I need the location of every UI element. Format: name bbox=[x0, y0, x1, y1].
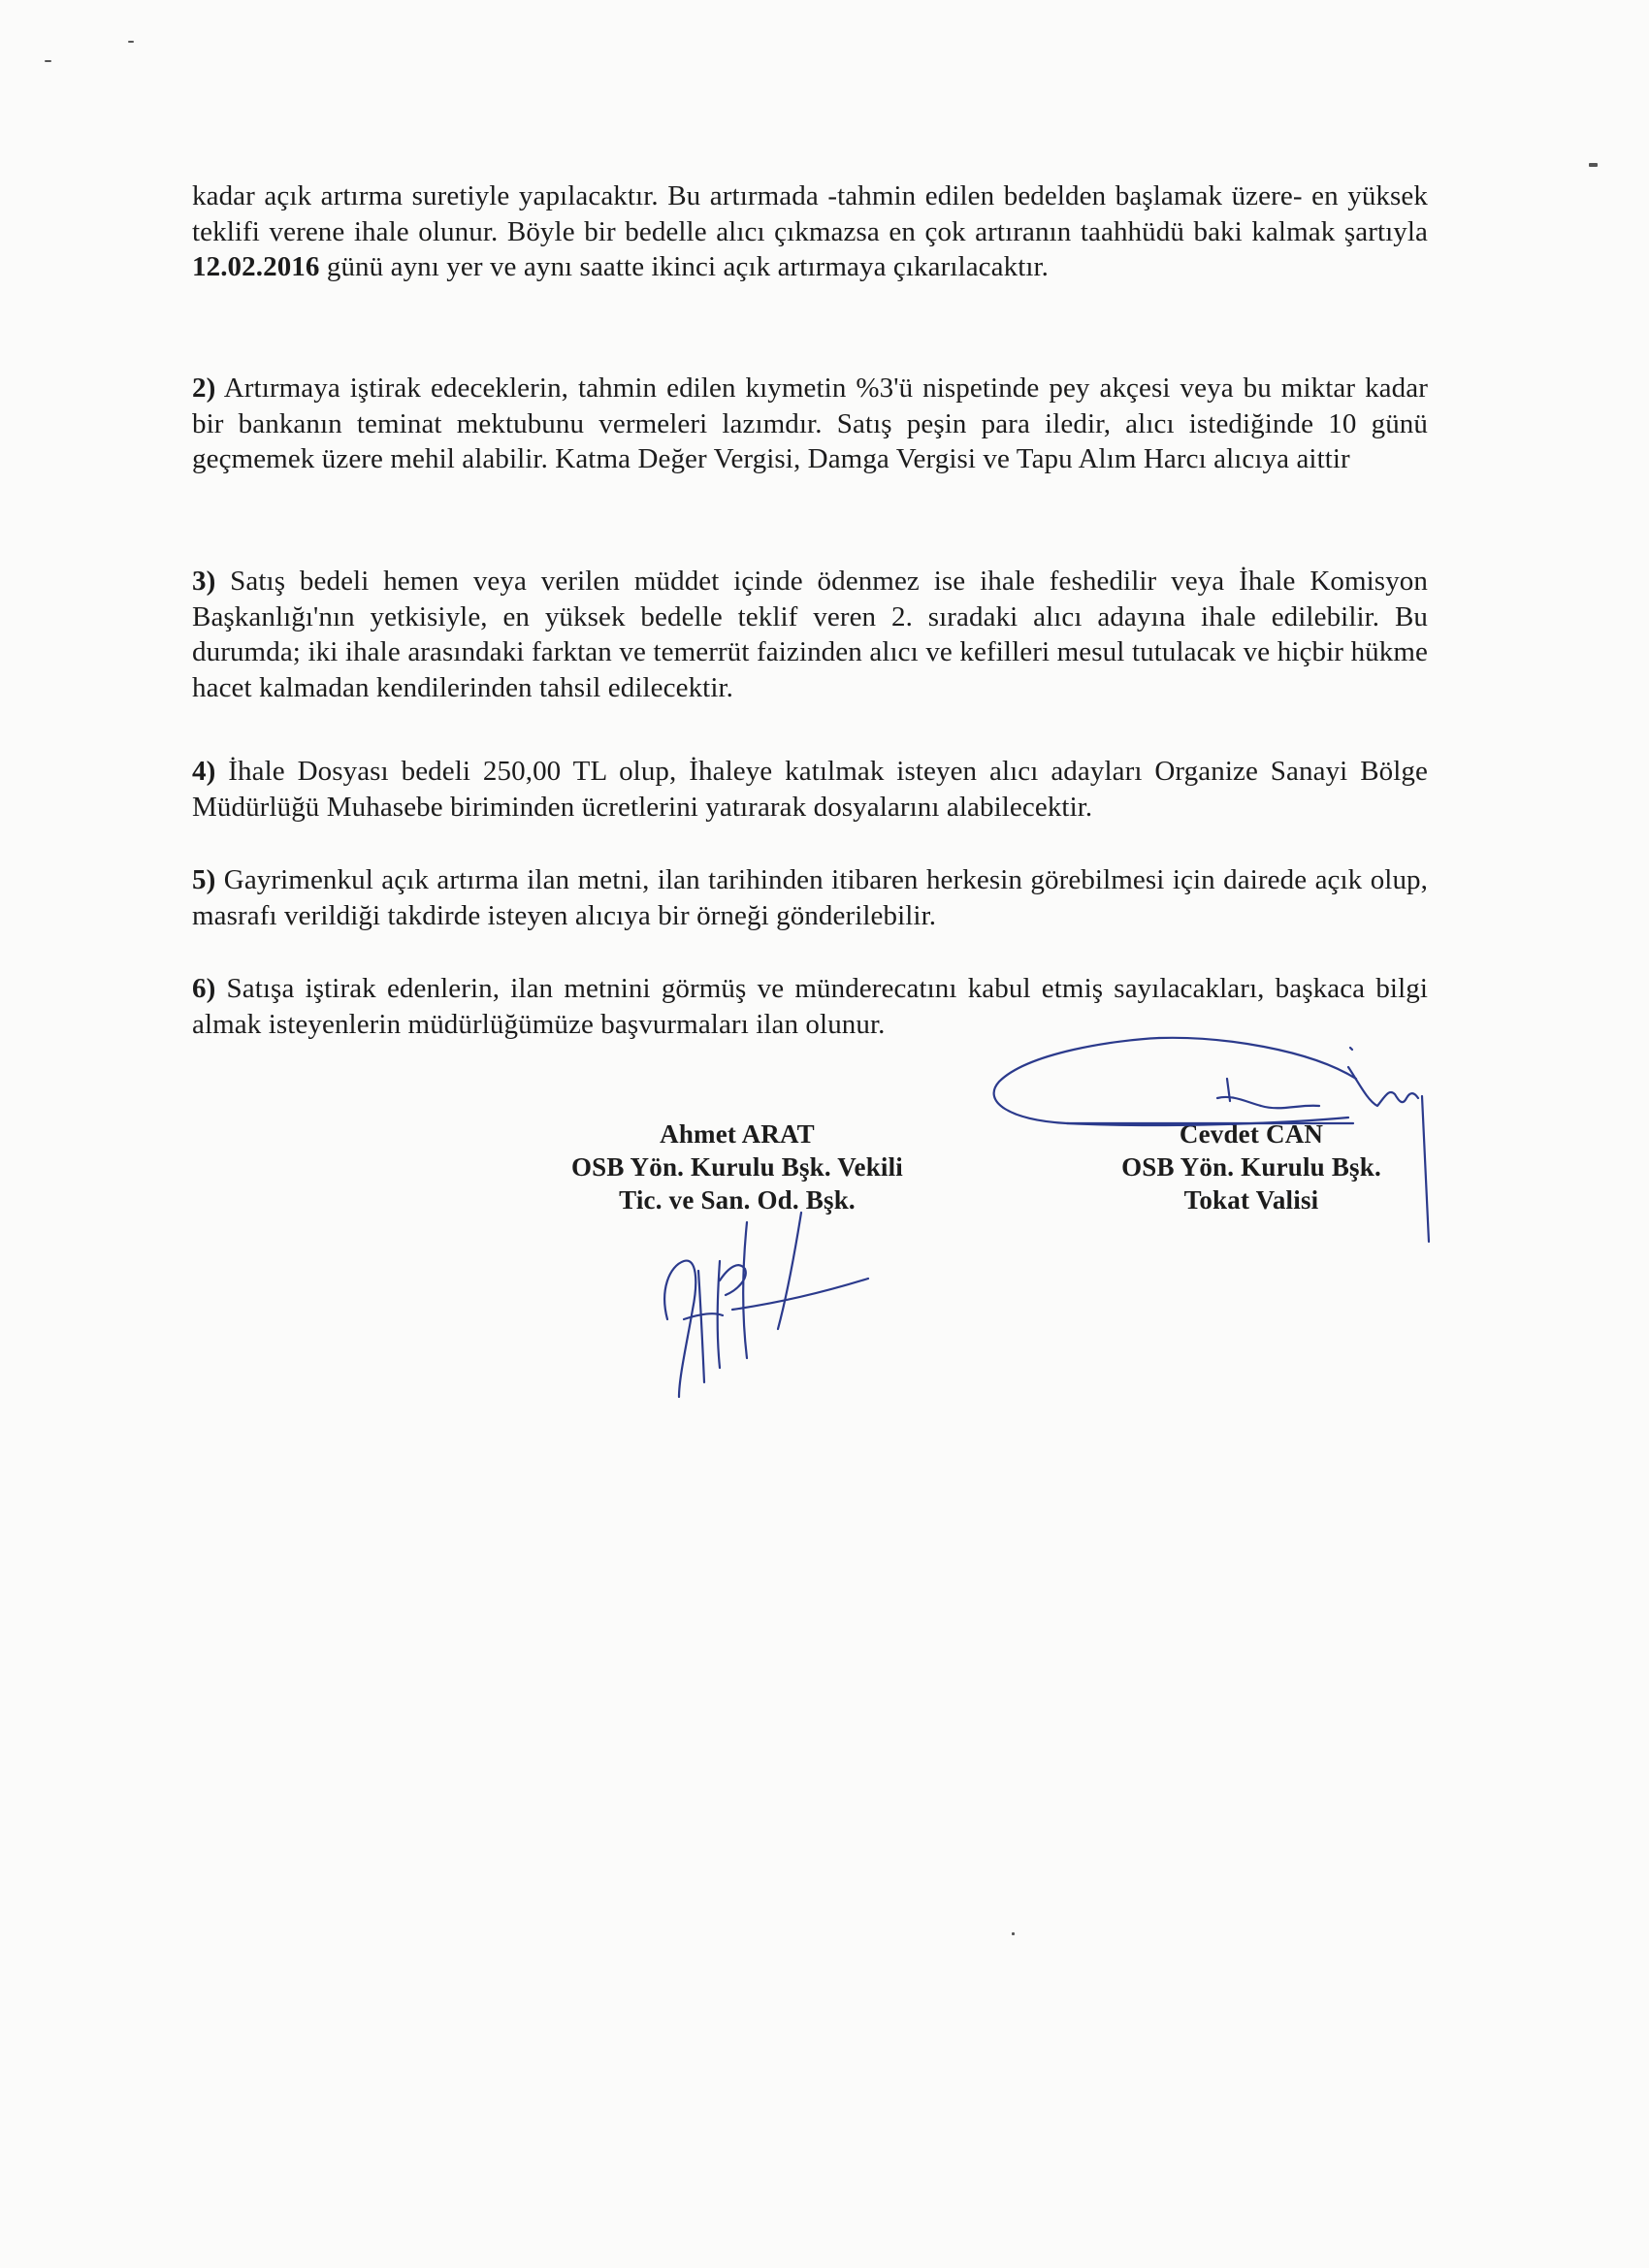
paragraph-number: 5) bbox=[192, 864, 216, 895]
paragraph-text: İhale Dosyası bedeli 250,00 TL olup, İhaleye katılmak isteyen alıcı adayları Organize Sanayi Bölge Müdürlüğü Muhasebe biriminden ücretlerini yatırarak dosyalarını alabilecektir. bbox=[192, 756, 1428, 823]
paragraph-number: 2) bbox=[192, 373, 216, 404]
signatory-title: Tic. ve San. Od. Bşk. bbox=[619, 1185, 856, 1215]
signatory-title: OSB Yön. Kurulu Bşk. bbox=[1121, 1152, 1381, 1182]
paragraph-text: Gayrimenkul açık artırma ilan metni, ilan tarihinden itibaren herkesin görebilmesi için dairede açık olup, masrafı verildiği takdirde isteyen alıcıya bir örneği gönderilebilir. bbox=[192, 864, 1428, 931]
scan-speck bbox=[128, 41, 134, 43]
paragraph-6 bbox=[192, 971, 1428, 1042]
paragraph-number: 6) bbox=[192, 973, 216, 1004]
paragraph-text: günü aynı yer ve aynı saatte ikinci açık artırmaya çıkarılacaktır. bbox=[319, 251, 1050, 282]
second-auction-date: 12.02.2016 bbox=[192, 251, 320, 282]
signatory-title: Tokat Valisi bbox=[1183, 1185, 1319, 1215]
signatory-right bbox=[1077, 1118, 1426, 1216]
scan-speck bbox=[1589, 163, 1598, 167]
paragraph-text: Satışa iştirak edenlerin, ilan metnini görmüş ve münderecatını kabul etmiş sayılacakları, başkaca bilgi almak isteyenlerin müdürlüğümüze başvurmaları ilan olunur. bbox=[192, 973, 1428, 1040]
signature-left bbox=[664, 1213, 868, 1397]
signatory-title: OSB Yön. Kurulu Bşk. Vekili bbox=[570, 1152, 904, 1182]
paragraph-text: Artırmaya iştirak edeceklerin, tahmin edilen kıymetin %3'ü nispetinde pey akçesi veya bu miktar kadar bir bankanın teminat mektubunu vermeleri lazımdır. Satış peşin para iledir, alıcı istediğinde 10 günü geçmemek üzere mehil alabilir. Katma Değer Vergisi, Damga Vergisi ve Tapu Alım Harcı alıcıya aittir bbox=[192, 373, 1428, 474]
signatory-name: Ahmet ARAT bbox=[660, 1119, 815, 1149]
paragraph-text: kadar açık artırma suretiyle yapılacaktır. Bu artırmada -tahmin edilen bedelden başlamak üzere- en yüksek teklifi verene ihale olunur. Böyle bir bedelle alıcı çıkmazsa en çok artıranın taahhüdü baki kalmak şartıyla bbox=[192, 180, 1428, 247]
paragraph-2 bbox=[192, 371, 1428, 477]
paragraph-number: 3) bbox=[192, 566, 216, 597]
paragraph-text: Satış bedeli hemen veya verilen müddet içinde ödenmez ise ihale feshedilir veya İhale Komisyon Başkanlığı'nın yetkisiyle, en yüksek bedelle teklif veren 2. sıradaki alıcı adayına ihale edilebilir. Bu durumda; iki ihale arasındaki farktan ve temerrüt faizinden alıcı ve kefilleri mesul tutulacak ve hiçbir hükme hacet kalmadan kendilerinden tahsil edilecektir. bbox=[192, 566, 1428, 703]
scan-speck bbox=[1012, 1932, 1015, 1935]
scan-speck bbox=[45, 60, 51, 62]
paragraph-5 bbox=[192, 862, 1428, 933]
paragraph-3 bbox=[192, 564, 1428, 705]
signatory-name: Cevdet CAN bbox=[1179, 1119, 1324, 1149]
paragraph-number: 4) bbox=[192, 756, 216, 787]
paragraph-4 bbox=[192, 754, 1428, 825]
paragraph-continuation bbox=[192, 178, 1428, 285]
signatory-left bbox=[543, 1118, 931, 1216]
